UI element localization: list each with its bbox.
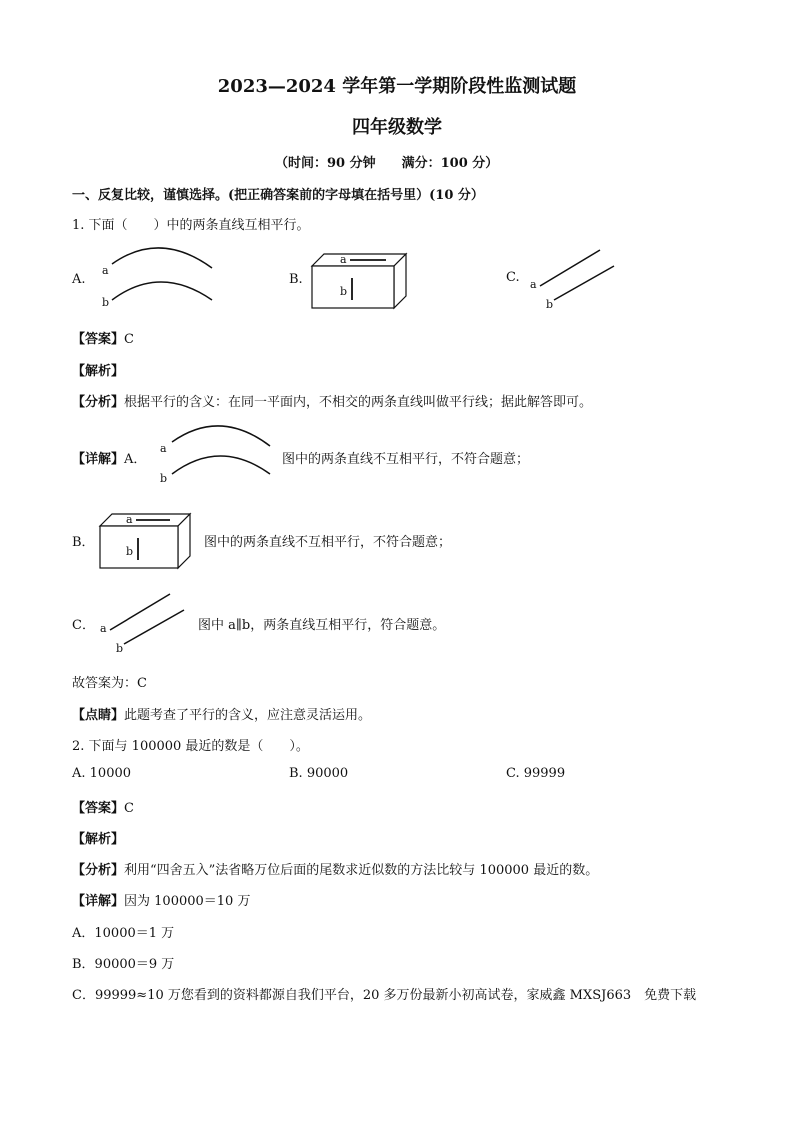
line-b-label: b [102,296,110,309]
line-b-label: b [546,298,554,311]
q1-dianjing [72,704,371,723]
fenxi-text: 利用“四舍五入”法省略万位后面的尾数求近似数的方法比较与 100000 最近的数。 [124,863,599,878]
q2-line-a: A．10000＝1 万 [72,926,175,941]
question-1-stem: 1. 下面（ ）中的两条直线互相平行。 [72,218,310,233]
exam-title: 2023—2024 学年第一学期阶段性监测试题 [217,76,577,97]
detail-figure-c [96,590,192,656]
answer-value: C [124,801,134,816]
q1-conclusion: 故答案为：C [72,676,147,691]
answer-tag: 【答案】 [72,332,125,347]
detail-b-prefix: B． [72,535,95,550]
line-a-label: a [126,513,133,526]
detail-c-prefix: C． [72,618,95,633]
detail-figure-a [158,418,278,486]
fenxi-tag: 【分析】 [72,863,125,878]
fenxi-tag: 【分析】 [72,395,125,410]
line-a-label: a [530,278,537,291]
detail-a-prefix: A． [124,452,147,467]
subject-title: 四年级数学 [352,117,442,138]
detail-tag: 【详解】 [72,894,125,909]
q2-option-b: B. 90000 [289,766,349,781]
line-a-label: a [340,253,347,266]
answer-value: C [124,332,134,347]
detail-text: 因为 100000＝10 万 [124,894,251,909]
line-a-label: a [160,442,167,455]
fenxi-text: 根据平行的含义：在同一平面内，不相交的两条直线叫做平行线；据此解答即可。 [124,395,593,410]
q2-answer [72,797,134,816]
question-2-stem: 2. 下面与 100000 最近的数是（ ）。 [72,739,309,754]
q2-line-b: B．90000＝9 万 [72,957,175,972]
q2-analysis-tag: 【解析】 [72,832,125,847]
detail-a-text: 图中的两条直线不互相平行，不符合题意； [282,452,530,467]
q1-figure-c [526,246,622,312]
q1-option-c-label: C. [506,270,520,285]
section-heading: 一、反复比较，谨慎选择。(把正确答案前的字母填在括号里）(10 分） [72,188,484,203]
detail-b-text: 图中的两条直线不互相平行，不符合题意； [204,535,452,550]
q1-detail-a [72,448,146,467]
q2-fenxi [72,859,598,878]
detail-c-text: 图中 a∥b，两条直线互相平行，符合题意。 [198,618,446,633]
q1-option-b-label: B. [289,272,303,287]
q1-option-a-label: A. [72,272,86,287]
q2-option-c: C. 99999 [506,766,566,781]
q1-figure-b [308,250,412,312]
line-a-label: a [100,622,107,635]
dianjing-tag: 【点睛】 [72,708,125,723]
line-a-label: a [102,264,109,277]
q1-analysis-tag: 【解析】 [72,364,125,379]
detail-figure-b [96,510,196,572]
detail-tag: 【详解】 [72,452,125,467]
exam-meta: （时间：90 分钟 满分：100 分） [275,156,499,171]
q1-fenxi [72,391,592,410]
line-b-label: b [340,285,348,298]
q2-option-a: A. 10000 [72,766,132,781]
q2-detail [72,890,250,909]
dianjing-text: 此题考查了平行的含义，应注意灵活运用。 [124,708,372,723]
line-b-label: b [116,642,124,655]
q1-figure-a [100,240,220,310]
q2-line-c: C．99999≈10 万您看到的资料都源自我们平台，20 多万份最新小初高试卷，家威鑫 MXSJ663 免费下载 [72,988,697,1003]
line-b-label: b [126,545,134,558]
answer-tag: 【答案】 [72,801,125,816]
line-b-label: b [160,472,168,485]
q1-answer [72,328,134,347]
